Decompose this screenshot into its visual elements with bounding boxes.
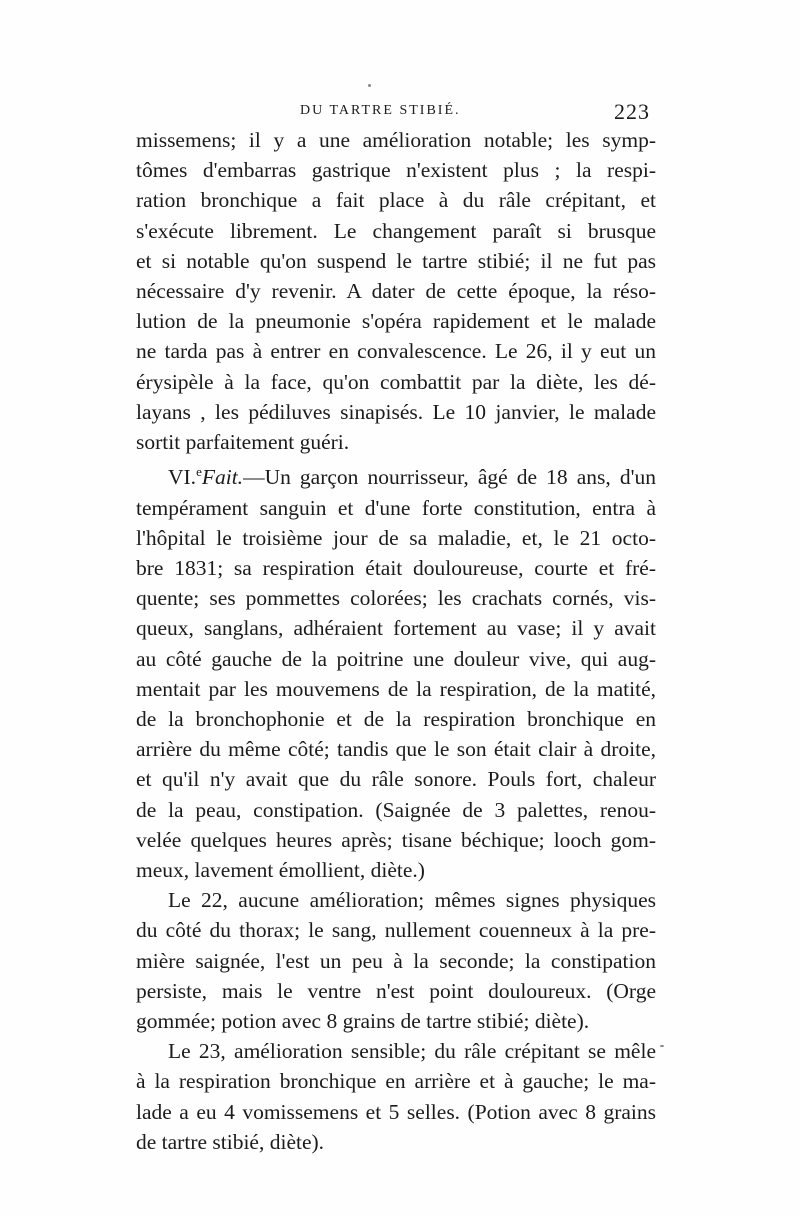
text-line: du côté du thorax; le sang, nullement couenneux à la pre- bbox=[136, 918, 656, 943]
text-line: ne tarda pas à entrer en convalescence. Le 26, il y eut un bbox=[136, 339, 656, 364]
text-line: sortit parfaitement guéri. bbox=[136, 430, 350, 455]
text-line: l'hôpital le troisième jour de sa maladie, et, le 21 octo- bbox=[136, 525, 656, 550]
text-line: layans , les pédiluves sinapisés. Le 10 janvier, le malade bbox=[136, 399, 656, 424]
text-line: au côté gauche de la poitrine une douleur vive, qui aug- bbox=[136, 646, 656, 671]
text-line: à la respiration bronchique en arrière et à gauche; le ma- bbox=[136, 1069, 656, 1094]
print-speck bbox=[660, 1045, 664, 1047]
fait-number: VI. bbox=[168, 465, 197, 490]
text-line: de la peau, constipation. (Saignée de 3 palettes, renou- bbox=[136, 797, 656, 822]
text-line: gommée; potion avec 8 grains de tartre stibié; diète). bbox=[136, 1009, 590, 1034]
fait-superscript: e bbox=[196, 464, 202, 480]
print-speck bbox=[368, 84, 371, 87]
text-line: de tartre stibié, diète). bbox=[136, 1129, 325, 1154]
text-line: érysipèle à la face, qu'on combattit par la diète, les dé- bbox=[136, 369, 656, 394]
paragraph-le-22 bbox=[136, 885, 656, 1036]
text-line: arrière du même côté; tandis que le son était clair à droite, bbox=[136, 737, 656, 762]
text-line: s'exécute librement. Le changement paraît si brusque bbox=[136, 218, 656, 243]
text-line: nécessaire d'y revenir. A dater de cette époque, la réso- bbox=[136, 279, 656, 304]
running-head bbox=[0, 99, 800, 127]
text-line: missemens; il y a une amélioration notable; les symp- bbox=[136, 128, 656, 152]
running-title: DU TARTRE STIBIÉ. bbox=[300, 103, 461, 118]
paragraph-1 bbox=[136, 125, 656, 457]
text-line: tempérament sanguin et d'une forte constitution, entra à bbox=[136, 495, 656, 520]
fait-heading-line bbox=[136, 457, 656, 492]
text-line: velée quelques heures après; tisane béchique; looch gom- bbox=[136, 827, 656, 852]
text-line: queux, sanglans, adhéraient fortement au vase; il y avait bbox=[136, 616, 656, 641]
text-line: de la bronchophonie et de la respiration bronchique en bbox=[136, 707, 656, 732]
text-line: lution de la pneumonie s'opéra rapidement et le malade bbox=[136, 309, 656, 334]
text-line: bre 1831; sa respiration était douloureuse, courte et fré- bbox=[136, 556, 656, 580]
text-line: Le 23, amélioration sensible; du râle crépitant se mêle bbox=[168, 1039, 656, 1064]
text-line: Le 22, aucune amélioration; mêmes signes physiques bbox=[168, 888, 656, 913]
text-line: lade a eu 4 vomissemens et 5 selles. (Potion avec 8 grains bbox=[136, 1099, 656, 1124]
text-line: persiste, mais le ventre n'est point douloureux. (Orge bbox=[136, 978, 656, 1003]
text-line: et qu'il n'y avait que du râle sonore. Pouls fort, chaleur bbox=[136, 767, 656, 792]
text-line: quente; ses pommettes colorées; les crachats cornés, vis- bbox=[136, 586, 656, 611]
page-number: 223 bbox=[614, 99, 650, 124]
fait-first-line-text: —Un garçon nourrisseur, âgé de 18 ans, d'un bbox=[243, 465, 656, 490]
text-line: mentait par les mouvemens de la respiration, de la matité, bbox=[136, 676, 656, 701]
text-line: tômes d'embarras gastrique n'existent plus ; la respi- bbox=[136, 158, 656, 183]
text-line: mière saignée, l'est un peu à la seconde; la constipation bbox=[136, 948, 656, 973]
text-line: et si notable qu'on suspend le tartre stibié; il ne fut pas bbox=[136, 248, 656, 273]
body-text bbox=[136, 125, 656, 1157]
fait-label: Fait. bbox=[201, 465, 244, 490]
paragraph-fait-6 bbox=[136, 457, 656, 885]
text-line: meux, lavement émollient, diète.) bbox=[136, 858, 425, 883]
text-line: ration bronchique a fait place à du râle crépitant, et bbox=[136, 188, 656, 213]
paragraph-le-23 bbox=[136, 1036, 656, 1157]
